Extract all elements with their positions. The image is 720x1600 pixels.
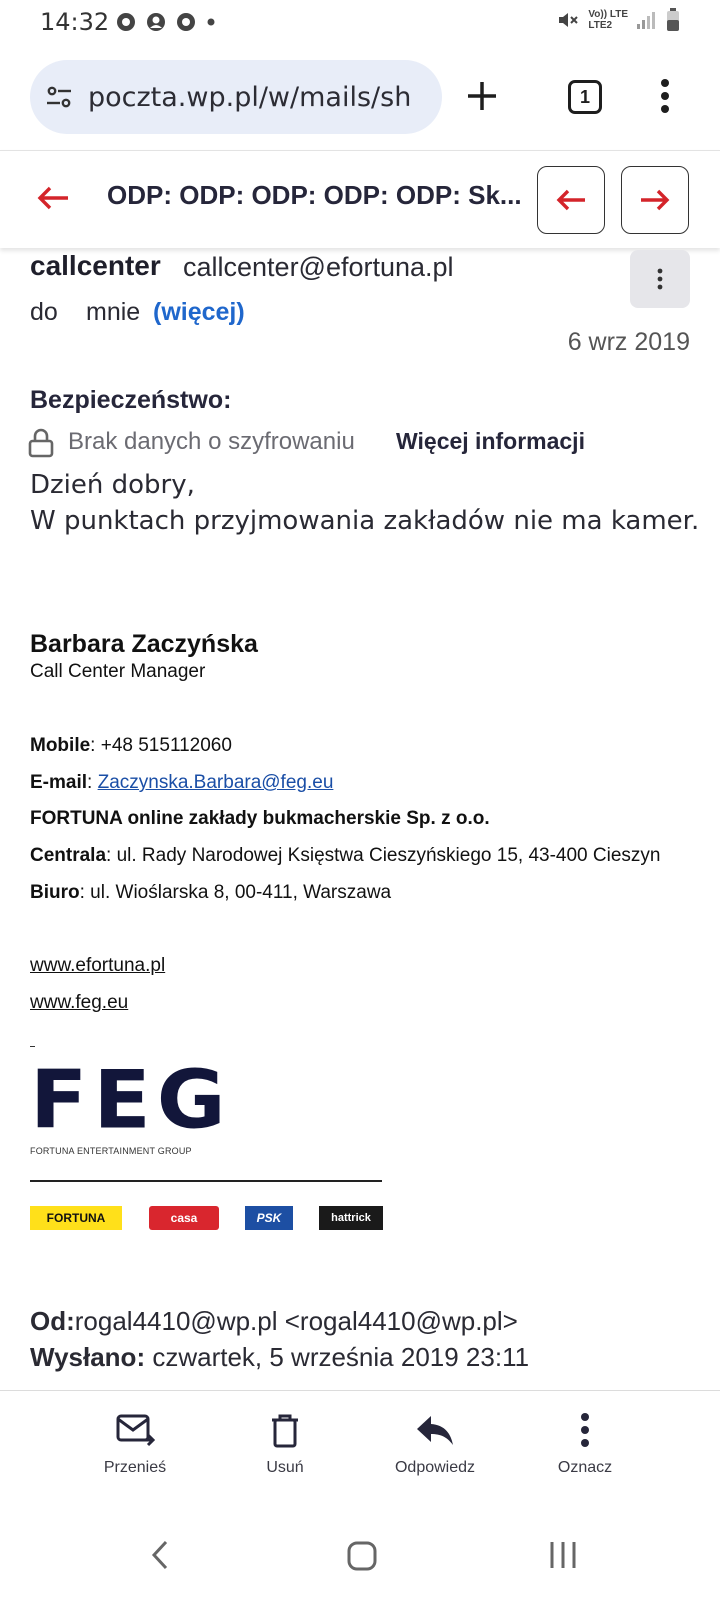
arrow-left-icon: [555, 188, 587, 212]
tab-switcher-icon[interactable]: 1: [568, 80, 602, 114]
show-recipients-link[interactable]: (więcej): [153, 298, 245, 326]
battery-icon: [666, 8, 680, 32]
reply-icon: [415, 1412, 455, 1448]
chrome-icon: [176, 12, 196, 32]
move-button[interactable]: [70, 1412, 200, 1477]
vertical-dots-icon: [657, 268, 663, 290]
signature-mobile: Mobile: +48 515112060: [30, 735, 232, 756]
website-link-efortuna[interactable]: www.efortuna.pl: [30, 955, 166, 976]
mark-button[interactable]: [520, 1412, 650, 1477]
recipient-value: mnie: [86, 298, 141, 326]
overflow-menu-icon[interactable]: [660, 78, 670, 114]
nav-recents-icon[interactable]: [548, 1540, 578, 1570]
move-label: Przenieś: [103, 1459, 167, 1476]
hattrick-logo: hattrick: [319, 1206, 383, 1230]
chrome-icon: [116, 12, 136, 32]
status-bar: [0, 0, 720, 46]
notification-icons: [116, 12, 216, 32]
signature-biuro: Biuro: ul. Wioślarska 8, 00-411, Warszawa: [30, 882, 392, 903]
site-settings-icon[interactable]: [44, 82, 74, 112]
account-icon: [146, 12, 166, 32]
fortuna-logo: FORTUNA: [30, 1206, 122, 1230]
mute-icon: [556, 8, 580, 32]
logo-divider: [30, 1180, 382, 1182]
quoted-sent: Wysłano: czwartek, 5 września 2019 23:11: [30, 1342, 530, 1372]
mail-date: 6 wrz 2019: [567, 328, 690, 356]
new-tab-icon[interactable]: [464, 78, 500, 114]
body-text: W punktach przyjmowania zakładów nie ma kamer.: [30, 506, 700, 536]
previous-mail-button[interactable]: [537, 166, 605, 234]
encryption-status: Brak danych o szyfrowaniu: [68, 428, 355, 455]
more-info-link[interactable]: Więcej informacji: [396, 428, 585, 454]
sender-email: callcenter@efortuna.pl: [183, 252, 454, 282]
reply-button[interactable]: [370, 1412, 500, 1477]
recipient-label: do: [30, 298, 58, 326]
nav-back-icon[interactable]: [150, 1540, 170, 1570]
signal-icon: [636, 10, 658, 30]
network-label: Vo)) LTE LTE2: [588, 9, 628, 31]
mail-options-button[interactable]: [630, 250, 690, 308]
signature-name: Barbara Zaczyńska: [30, 630, 258, 658]
feg-logo: FEG: [30, 1053, 232, 1147]
move-mail-icon: [115, 1412, 155, 1448]
address-bar[interactable]: [30, 60, 442, 134]
lock-icon: [28, 428, 54, 458]
mail-subject: ODP: ODP: ODP: ODP: ODP: Sk...: [107, 180, 522, 210]
body-greeting: Dzień dobry,: [30, 470, 195, 500]
divider: [30, 1046, 35, 1047]
next-mail-button[interactable]: [621, 166, 689, 234]
psk-logo: PSK: [245, 1206, 293, 1230]
signature-company: FORTUNA online zakłady bukmacherskie Sp. z o.o.: [30, 808, 490, 829]
signature-email: E-mail: Zaczynska.Barbara@feg.eu: [30, 772, 334, 793]
vertical-dots-icon: [579, 1412, 591, 1448]
security-title: Bezpieczeństwo:: [30, 386, 232, 414]
sender-name: callcenter: [30, 250, 161, 281]
dot-icon: [206, 12, 216, 32]
signature-email-link[interactable]: Zaczynska.Barbara@feg.eu: [97, 772, 334, 793]
reply-label: Odpowiedz: [394, 1459, 476, 1476]
back-arrow-icon[interactable]: [36, 184, 70, 212]
delete-label: Usuń: [266, 1459, 304, 1476]
website-link-feg[interactable]: www.feg.eu: [30, 992, 129, 1013]
casa-logo: casa: [149, 1206, 219, 1230]
delete-button[interactable]: [220, 1412, 350, 1477]
nav-home-icon[interactable]: [346, 1540, 378, 1572]
signature-title: Call Center Manager: [30, 661, 206, 682]
quoted-from: Od:rogal4410@wp.pl <rogal4410@wp.pl>: [30, 1306, 518, 1336]
signature-centrala: Centrala: ul. Rady Narodowej Księstwa Cieszyńskiego 15, 43-400 Cieszyn: [30, 845, 661, 866]
mark-label: Oznacz: [557, 1459, 613, 1476]
feg-tagline: FORTUNA ENTERTAINMENT GROUP: [30, 1146, 192, 1156]
system-icons: [556, 8, 680, 32]
status-time: 14:32: [40, 8, 110, 36]
trash-icon: [268, 1412, 302, 1448]
arrow-right-icon: [639, 188, 671, 212]
url-text[interactable]: poczta.wp.pl/w/mails/sh: [88, 81, 412, 113]
